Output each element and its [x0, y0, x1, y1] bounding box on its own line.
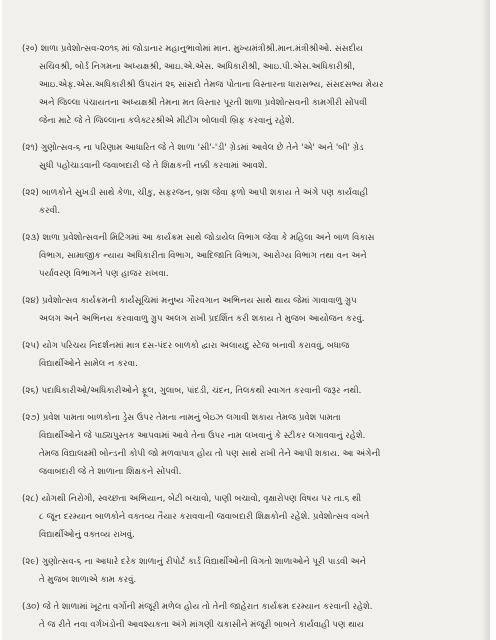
list-item [22, 598, 480, 634]
item-continuation-line: વિદ્યાર્થીઓનું વક્તવ્ય રાખવું. [39, 530, 135, 540]
item-continuation-line: સચિવશ્રી, બોર્ડ નિગમના અધ્યક્ષશ્રી, આઇ.એ.એસ. અધિકારીશ્રી, આઇ.પી.એસ.અધિકારીશ્રી, [39, 62, 355, 72]
item-continuation-line: વિભાગ, સામાજીક ન્યાય અધિકારીતા વિભાગ, આદિજાતિ વિભાગ, આરોગ્ય વિભાગ તથા વન અને [39, 251, 367, 261]
item-number: (૨૪) [22, 296, 40, 306]
item-text: ગુણોત્સવ-૬ ના પરિણામ આધારિત જે તે શાળા 'સી'-'ડી' ગ્રેડમાં આવેલ છે તેને 'એ' અને 'બી' ગ્રેડ [40, 143, 364, 153]
item-text: પદાધિકારીઓ/અધિકારીઓને ફૂલ, ગુલાબ, પાંદડી, ચંદન, તિલકથી સ્વાગત કરવાની જરૂર નથી. [41, 386, 362, 396]
list-item-first-line [22, 382, 480, 400]
item-continuation-line: પર્યાવરણ વિભાગને પણ હાજર રાખવા. [39, 269, 169, 279]
item-number: (૨૧) [22, 143, 38, 153]
list-item-first-line [22, 40, 480, 58]
item-number: (૨૭) [22, 413, 40, 423]
item-text: યોગ પરિચય નિદર્શનમાં માત્ર દસ-પંદર બાળકો દ્વારા અલાયદુ સ્ટેજ બનાવી કરાવવું, બધાજ [42, 341, 350, 351]
page-edge-shadow [482, 0, 490, 640]
list-item-first-line [22, 139, 480, 157]
item-text: પ્રવેશોત્સવ કાર્યક્રમની કાર્યસૂચિમાં મનુષ્ય ગૌરવગાન અભિનય સાથે થાય જેમાં ગાવાવાળુ ગ્રુપ [42, 296, 357, 306]
list-item [22, 184, 480, 220]
item-text: જે તે શાળામાં ખૂટતા વર્ગોની મંજૂરી મળેલ હોય તો તેની જાહેરાત કાર્યક્રમ દરમ્યાન કરવાની રહેશે. [42, 602, 373, 612]
item-continuation-line: વિદ્યાર્થીઓને સામેલ ન કરવા. [39, 359, 138, 369]
item-number: (२०) [22, 44, 38, 54]
list-item [22, 382, 480, 400]
item-number: (૨૨) [22, 188, 39, 198]
item-continuation-line: જેના માટે જે તે જિલ્લાના કલેક્ટરશ્રીએ મીટીંગ બોલાવી બ્રિફ કરવાનું રહેશે. [39, 116, 295, 126]
list-item-first-line [22, 409, 480, 427]
list-item [22, 292, 480, 328]
list-item [22, 337, 480, 373]
item-number: (૩૦) [22, 602, 40, 612]
item-continuation-line: કરવી. [39, 206, 61, 216]
item-continuation-line: અને જિલ્લા પંચાયતના અધ્યક્ષશ્રી તેમના મત વિસ્તાર પૂરતી શાળા પ્રવેશોત્સવની કામગીરી સોંપવી [39, 98, 368, 108]
item-continuation-line: તેમજ વિદ્યાલક્ષ્મી બોન્ડની કોપી જો મળવાપાત્ર હોય તો પણ સાથે રાખી તેને આપી શકાય. આ અંગેની [39, 449, 381, 459]
item-number: (૨૮) [22, 494, 39, 504]
item-continuation-line: આઇ.એફ.એસ.અધિકારીશ્રી ઉપરાંત ૨૬ સાંસદો તેમજ પોતાના વિસ્તારના ધારાસભ્ય, સંસદસભ્ય મેયર [39, 80, 384, 90]
list-item [22, 409, 480, 481]
list-item [22, 40, 480, 130]
list-item [22, 139, 480, 175]
item-continuation-line: તે મુજબ શાળાએ કામ કરવું. [39, 575, 137, 585]
item-text: બાળકોને સુખડી સાથે કેળા, ચીકુ, સફરજન, બ્રશ જેવા ફળો આપી શકાય તે અંગે પણ કાર્યવાહી [41, 188, 369, 198]
item-continuation-line: ૮ જૂન દરમ્યાન બાળકોને વક્તવ્ય તૈયાર કરાવવાની જવાબદારી શિક્ષકોની રહેશે. પ્રવેશોત્સવ વખતે [39, 512, 370, 522]
list-item-first-line [22, 337, 480, 355]
numbered-list [22, 40, 480, 634]
item-number: (૨૫) [22, 341, 40, 351]
item-number: (૨૩) [22, 233, 40, 243]
list-item [22, 229, 480, 283]
item-number: (૨૯) [22, 557, 39, 567]
item-text: શાળા પ્રવેશોત્સવ-૨૦૧૬ માં જોડાનાર મહાનુભાવોમાં માન. મુખ્યમંત્રીશ્રી.માન.મંત્રીશ્રીઓ. સંસદીય [40, 44, 363, 54]
item-text: ગુણોત્સવ-૬ ના આધારે દરેક શાળાનું રીપોર્ટ કાર્ડ વિદ્યાર્થીઓની વિગતો શાળાઓને પૂરી પાડવી અને [41, 557, 367, 567]
document-page [2, 0, 490, 640]
item-continuation-line: સુધી પહોંચાડવાની જવાબદારી જે તે શિક્ષકની નક્કી કરવામાં આવશે. [39, 161, 268, 171]
item-text: પ્રવેશ પામતા બાળકોના ડ્રેસ ઉપર તેમના નામનું બેઇઝ લગાવી શકાય તેમજ પ્રવેશ પામતા [42, 413, 341, 423]
list-item-first-line [22, 553, 480, 571]
item-continuation-line: તે જ રીતે નવા વર્ગખંડોની આવશ્યકતા અંગે માંગણી ચકાસીને મંજૂરી બાબતે કાર્યવાહી પણ થાય [39, 620, 364, 630]
list-item-first-line [22, 598, 480, 616]
list-item [22, 490, 480, 544]
item-continuation-line: અલગ અને અભિનય કરવાવાળુ ગ્રુપ અલગ રાખી પ્રદર્શિત કરી શકાય તે મુજબ આયોજન કરવું. [39, 314, 365, 324]
item-text: શાળા પ્રવેશોત્સવની મિટિંગમાં આ કાર્યક્રમ સાથે જોડાયેલ વિભાગ જેવા કે મહિલા અને બાળ વિકાસ [42, 233, 375, 243]
list-item-first-line [22, 184, 480, 202]
item-continuation-line: વિદ્યાર્થીઓને જે પાઠ્યપુસ્તક આપવામાં આવે તેના ઉપર નામ લખવાનું કે સ્ટીકર લગાવવાનું રહેશે. [39, 431, 366, 441]
list-item [22, 553, 480, 589]
list-item-first-line [22, 229, 480, 247]
list-item-first-line [22, 490, 480, 508]
item-number: (૨૬) [22, 386, 39, 396]
item-continuation-line: જવાબદારી જે તે શાળાના શિક્ષકને સોંપવી. [39, 467, 182, 477]
item-text: યોગથી નિરોગી, સ્વચ્છતા અભિયાન, બેટી બચાવો, પાણી બચાવો, વૃક્ષારોપણ વિષય પર તા.૬ થી [41, 494, 362, 504]
list-item-first-line [22, 292, 480, 310]
